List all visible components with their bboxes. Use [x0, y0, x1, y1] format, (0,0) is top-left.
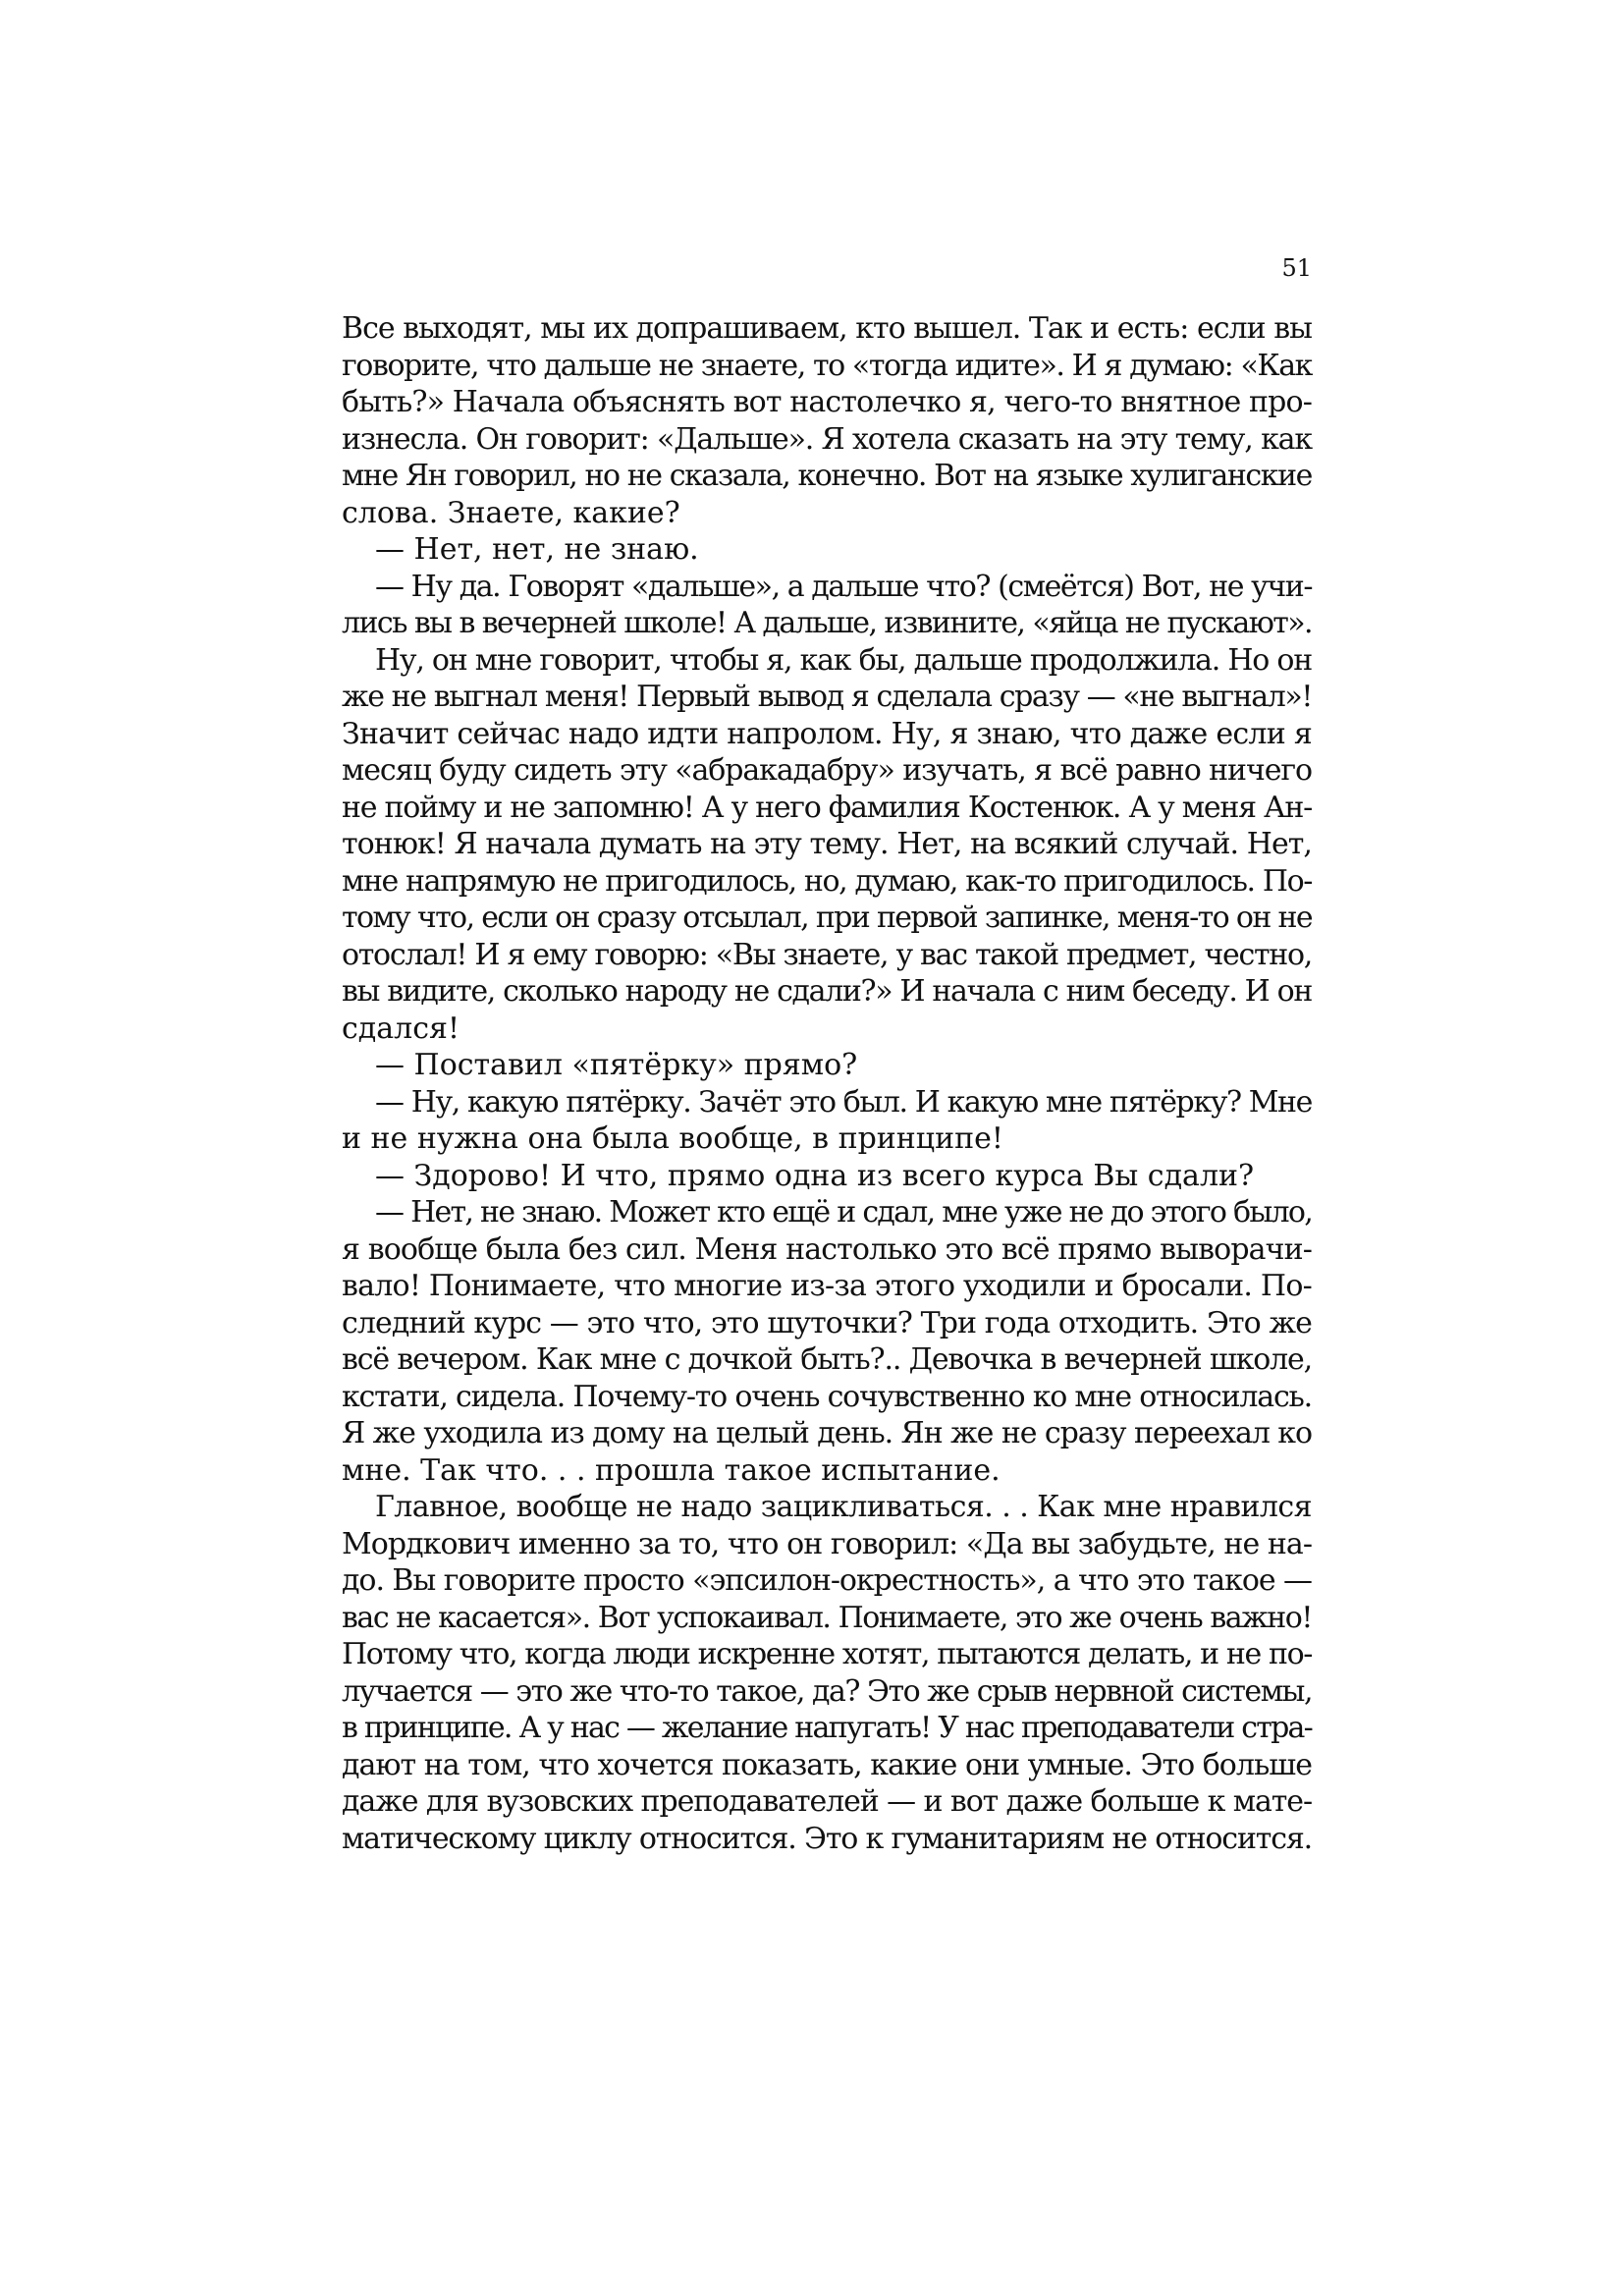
text-line: матическому циклу относится. Это к гуманитариям не относится. — [342, 1821, 1312, 1856]
text-line: вы видите, сколько народу не сдали?» И начала с ним беседу. И он — [342, 974, 1312, 1009]
text-line: лись вы в вечерней школе! А дальше, извините, «яйца не пускают». — [342, 606, 1313, 640]
text-line: и не нужна она была вообще, в принципе! — [342, 1121, 1003, 1156]
body-text — [342, 310, 1312, 1857]
text-line: всё вечером. Как мне с дочкой быть?.. Девочка в вечерней школе, — [342, 1342, 1312, 1377]
text-line: изнесла. Он говорит: «Дальше». Я хотела сказать на эту тему, как — [342, 421, 1312, 457]
text-line: тонюк! Я начала думать на эту тему. Нет, на всякий случай. Нет, — [342, 827, 1313, 861]
text-line: сдался! — [342, 1011, 460, 1046]
text-line: мне Ян говорил, но не сказала, конечно. Вот на языке хулиганские — [342, 459, 1312, 493]
text-line: мне. Так что. . . прошла такое испытание. — [342, 1452, 1001, 1488]
text-line: Ну, он мне говорит, чтобы я, как бы, дальше продолжила. Но он — [375, 642, 1312, 678]
text-line: — Поставил «пятёрку» прямо? — [375, 1048, 858, 1082]
text-line: Все выходят, мы их допрашиваем, кто вышел. Так и есть: если вы — [342, 311, 1313, 346]
text-line: тому что, если он сразу отсылал, при первой запинке, меня-то он не — [342, 901, 1312, 935]
text-line: отослал! И я ему говорю: «Вы знаете, у вас такой предмет, честно, — [342, 937, 1312, 972]
text-line: Мордкович именно за то, что он говорил: «Да вы забудьте, не на- — [342, 1526, 1313, 1561]
text-line: вало! Понимаете, что многие из-за этого уходили и бросали. По- — [342, 1269, 1312, 1303]
text-line: Я же уходила из дому на целый день. Ян же не сразу переехал ко — [342, 1416, 1312, 1450]
text-line: быть?» Начала объяснять вот настолечко я, чего-то внятное про- — [342, 385, 1312, 419]
text-line: Потому что, когда люди искренне хотят, пытаются делать, и не по- — [342, 1637, 1313, 1671]
text-line: кстати, сидела. Почему-то очень сочувственно ко мне относилась. — [342, 1379, 1312, 1414]
text-line: слова. Знаете, какие? — [342, 495, 680, 530]
text-line: даже для вузовских преподавателей — и вот даже больше к мате- — [342, 1784, 1313, 1819]
text-line: — Нет, не знаю. Может кто ещё и сдал, мне уже не до этого было, — [375, 1195, 1313, 1230]
text-line: до. Вы говорите просто «эпсилон-окрестность», а что это такое — — [342, 1563, 1312, 1598]
text-line: дают на том, что хочется показать, какие они умные. Это больше — [342, 1747, 1312, 1782]
text-line: в принципе. А у нас — желание напугать! У нас преподаватели стра- — [342, 1711, 1312, 1745]
text-line: — Нет, нет, не знаю. — [375, 532, 699, 567]
text-line: — Ну, какую пятёрку. Зачёт это был. И какую мне пятёрку? Мне — [375, 1084, 1312, 1120]
text-line: Главное, вообще не надо зацикливаться. . . Как мне нравился — [375, 1490, 1313, 1524]
text-line: месяц буду сидеть эту «абракадабру» изучать, я всё равно ничего — [342, 753, 1312, 788]
text-line: же не выгнал меня! Первый вывод я сделала сразу — «не выгнал»! — [342, 680, 1313, 714]
page-number: 51 — [1281, 254, 1312, 282]
text-line: вас не касается». Вот успокаивал. Понимаете, это же очень важно! — [342, 1600, 1312, 1635]
text-line: не пойму и не запомню! А у него фамилия Костенюк. А у меня Ан- — [342, 790, 1313, 825]
text-line: — Ну да. Говорят «дальше», а дальше что? (смеётся) Вот, не учи- — [375, 569, 1313, 604]
text-line: говорите, что дальше не знаете, то «тогда идите». И я думаю: «Как — [342, 348, 1313, 383]
text-line: я вообще была без сил. Меня настолько это всё прямо выворачи- — [342, 1231, 1312, 1267]
text-line: Значит сейчас надо идти напролом. Ну, я знаю, что даже если я — [342, 716, 1313, 751]
text-line: мне напрямую не пригодилось, но, думаю, как-то пригодилось. По- — [342, 863, 1313, 899]
text-line: следний курс — это что, это шуточки? Три года отходить. Это же — [342, 1305, 1313, 1340]
text-line: — Здорово! И что, прямо одна из всего курса Вы сдали? — [375, 1158, 1255, 1193]
text-line: лучается — это же что-то такое, да? Это же срыв нервной системы, — [342, 1673, 1313, 1709]
